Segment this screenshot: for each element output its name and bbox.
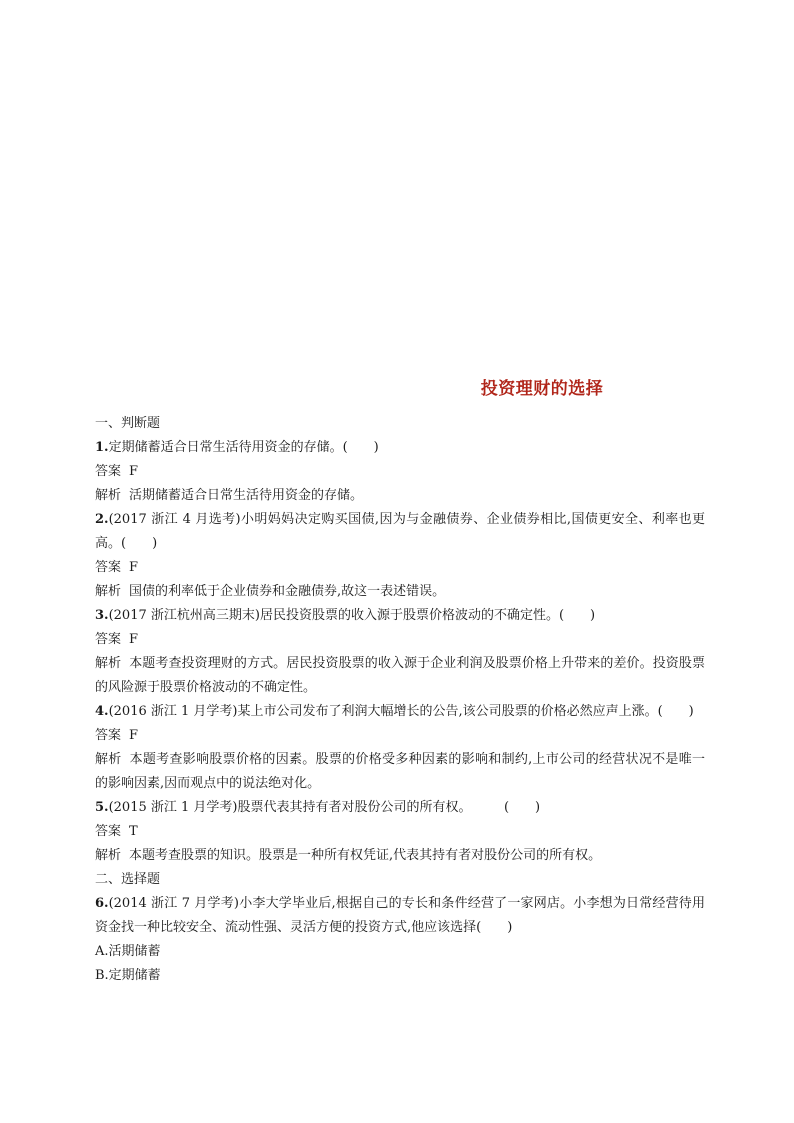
analysis-text: 本题考查股票的知识。股票是一种所有权凭证,代表其持有者对股份公司的所有权。 [129,848,602,863]
analysis-3 [95,652,705,700]
question-text: (2015 浙江 1 月学考)股票代表其持有者对股份公司的所有权。 ( ) [108,800,541,815]
answer-5 [95,820,705,844]
answer-value: F [129,632,139,647]
analysis-text: 国债的利率低于企业债券和金融债券,故这一表述错误。 [129,584,446,599]
question-number: 4. [95,704,109,719]
answer-value: F [129,560,139,575]
question-3 [95,604,705,628]
analysis-label: 解析 [95,848,122,863]
analysis-label: 解析 [95,752,122,767]
analysis-label: 解析 [95,656,122,671]
question-text: (2017 浙江 4 月选考)小明妈妈决定购买国债,因为与金融债券、企业债券相比,国债更安全、利率也更高。( ) [95,512,705,551]
analysis-text: 本题考查投资理财的方式。居民投资股票的收入源于企业利润及股票价格上升带来的差价。投资股票的风险源于股票价格波动的不确定性。 [95,656,705,695]
analysis-5 [95,844,705,868]
analysis-text: 活期储蓄适合日常生活待用资金的存储。 [129,488,364,503]
option-a: A.活期储蓄 [95,944,161,959]
analysis-label: 解析 [95,488,122,503]
question-number: 6. [95,896,109,911]
answer-value: F [129,728,139,743]
answer-label: 答案 [95,464,122,479]
analysis-2 [95,580,705,604]
answer-label: 答案 [95,632,122,647]
answer-label: 答案 [95,824,122,839]
question-text: (2017 浙江杭州高三期末)居民投资股票的收入源于股票价格波动的不确定性。( ) [108,608,596,623]
section-heading-judge: 一、判断题 [95,416,161,431]
question-text: (2016 浙江 1 月学考)某上市公司发布了利润大幅增长的公告,该公司股票的价格必然应声上涨。( ) [108,704,694,719]
answer-1 [95,460,705,484]
analysis-text: 本题考查影响股票价格的因素。股票的价格受多种因素的影响和制约,上市公司的经营状况不是唯一的影响因素,因而观点中的说法绝对化。 [95,752,705,791]
question-number: 5. [95,800,109,815]
section-heading-choice: 二、选择题 [95,872,161,887]
option-b: B.定期储蓄 [95,968,161,983]
question-text: 定期储蓄适合日常生活待用资金的存储。( ) [108,440,379,455]
question-5 [95,796,705,820]
answer-value: T [129,824,138,839]
answer-3 [95,628,705,652]
question-2 [95,508,705,556]
answer-2 [95,556,705,580]
answer-label: 答案 [95,728,122,743]
answer-4 [95,724,705,748]
question-number: 1. [95,440,109,455]
answer-label: 答案 [95,560,122,575]
page-title: 投资理财的选择 [480,379,604,399]
document-body [95,412,705,988]
analysis-label: 解析 [95,584,122,599]
analysis-4 [95,748,705,796]
question-text: (2014 浙江 7 月学考)小李大学毕业后,根据自己的专长和条件经营了一家网店。小李想为日常经营待用资金找一种比较安全、流动性强、灵活方便的投资方式,他应该选择( ) [95,896,705,935]
question-6 [95,892,705,940]
question-1 [95,436,705,460]
question-number: 2. [95,512,109,527]
question-4 [95,700,705,724]
question-number: 3. [95,608,109,623]
analysis-1 [95,484,705,508]
answer-value: F [129,464,139,479]
